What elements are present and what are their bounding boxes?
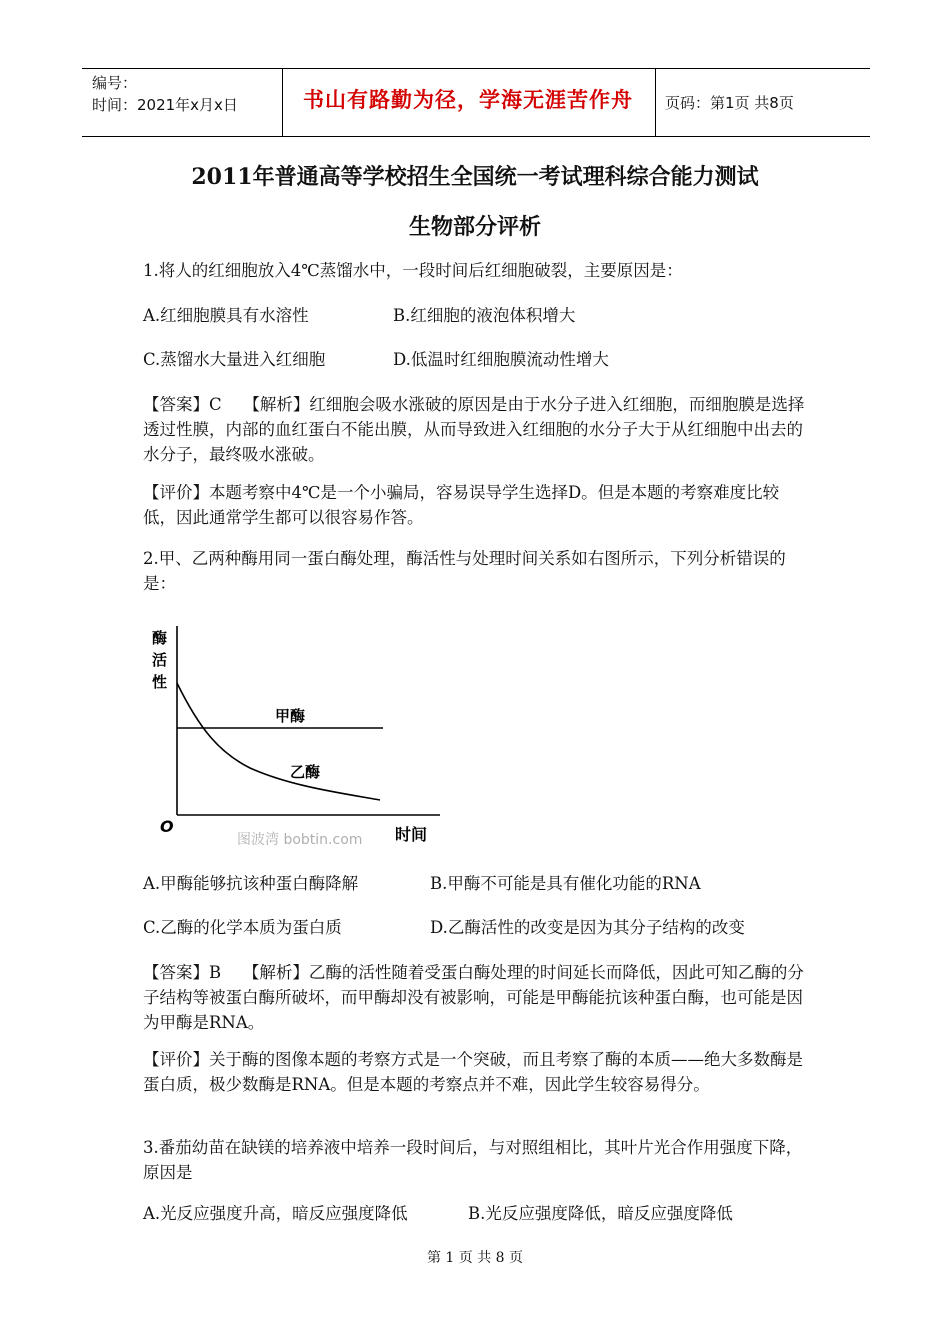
q2-answer: 【答案】B 【解析】乙酶的活性随着受蛋白酶处理的时间延长而降低，因此可知乙酶的分子结构等被蛋白酶所破坏，而甲酶却没有被影响，可能是甲酶能抗该种蛋白酶，也可能是因为甲酶是RNA。 bbox=[143, 963, 804, 1032]
date-label: 时间：2021年x月x日 bbox=[92, 96, 238, 114]
number-label: 编号： bbox=[92, 74, 138, 92]
q2-option-b: B.甲酶不可能是具有催化功能的RNA bbox=[430, 874, 701, 893]
q2-stem: 2.甲、乙两种酶用同一蛋白酶处理，酶活性与处理时间关系如右图所示，下列分析错误的是： bbox=[143, 549, 786, 593]
page-footer: 第 1 页 共 8 页 bbox=[426, 1250, 524, 1266]
q3-option-b: B.光反应强度降低，暗反应强度降低 bbox=[468, 1204, 733, 1223]
figure-ylabel bbox=[152, 629, 172, 691]
header-top-rule bbox=[82, 68, 870, 69]
figure-ylabel-char-1: 酶 bbox=[152, 629, 168, 647]
series-yi-curve bbox=[177, 683, 380, 800]
header-meta bbox=[92, 72, 238, 116]
q1-option-c: C.蒸馏水大量进入红细胞 bbox=[143, 350, 326, 369]
q1-option-b: B.红细胞的液泡体积增大 bbox=[393, 306, 576, 325]
figure-ylabel-char-3: 性 bbox=[152, 673, 168, 691]
header-page-label: 页码：第1页 共8页 bbox=[665, 94, 794, 112]
series-jia-label: 甲酶 bbox=[275, 707, 306, 725]
figure-xlabel: 时间 bbox=[395, 825, 428, 844]
figure-origin: O bbox=[160, 817, 174, 836]
header-motto: 书山有路勤为径，学海无涯苦作舟 bbox=[303, 88, 633, 112]
document-subtitle: 生物部分评析 bbox=[408, 214, 541, 240]
q1-comment: 【评价】本题考察中4℃是一个小骗局，容易误导学生选择D。但是本题的考察难度比较低，因此通常学生都可以很容易作答。 bbox=[143, 483, 780, 527]
enzyme-activity-figure bbox=[140, 618, 460, 854]
q1-option-d: D.低温时红细胞膜流动性增大 bbox=[393, 350, 609, 369]
q1-stem: 1.将人的红细胞放入4℃蒸馏水中，一段时间后红细胞破裂，主要原因是： bbox=[143, 261, 683, 280]
series-yi-label: 乙酶 bbox=[290, 763, 321, 781]
document-title: 2011年普通高等学校招生全国统一考试理科综合能力测试 bbox=[191, 164, 759, 190]
q3-option-a: A.光反应强度升高，暗反应强度降低 bbox=[143, 1204, 408, 1223]
q2-option-a: A.甲酶能够抗该种蛋白酶降解 bbox=[143, 874, 359, 893]
q3-stem: 3.番茄幼苗在缺镁的培养液中培养一段时间后，与对照组相比，其叶片光合作用强度下降，原因是 bbox=[143, 1138, 803, 1182]
q1-answer: 【答案】C 【解析】红细胞会吸水涨破的原因是由于水分子进入红细胞，而细胞膜是选择透过性膜，内部的血红蛋白不能出膜，从而导致进入红细胞的水分子大于从红细胞中出去的水分子，最终吸水涨破。 bbox=[143, 395, 805, 464]
q2-comment: 【评价】关于酶的图像本题的考察方式是一个突破，而且考察了酶的本质——绝大多数酶是蛋白质，极少数酶是RNA。但是本题的考察点并不难，因此学生较容易得分。 bbox=[143, 1050, 803, 1094]
figure-watermark: 图波湾 bobtin.com bbox=[237, 832, 363, 848]
header-divider-2 bbox=[655, 68, 656, 137]
figure-ylabel-char-2: 活 bbox=[152, 651, 168, 669]
header-bottom-rule bbox=[82, 136, 870, 137]
q2-option-d: D.乙酶活性的改变是因为其分子结构的改变 bbox=[430, 918, 745, 937]
q2-option-c: C.乙酶的化学本质为蛋白质 bbox=[143, 918, 342, 937]
q1-option-a: A.红细胞膜具有水溶性 bbox=[143, 306, 309, 325]
